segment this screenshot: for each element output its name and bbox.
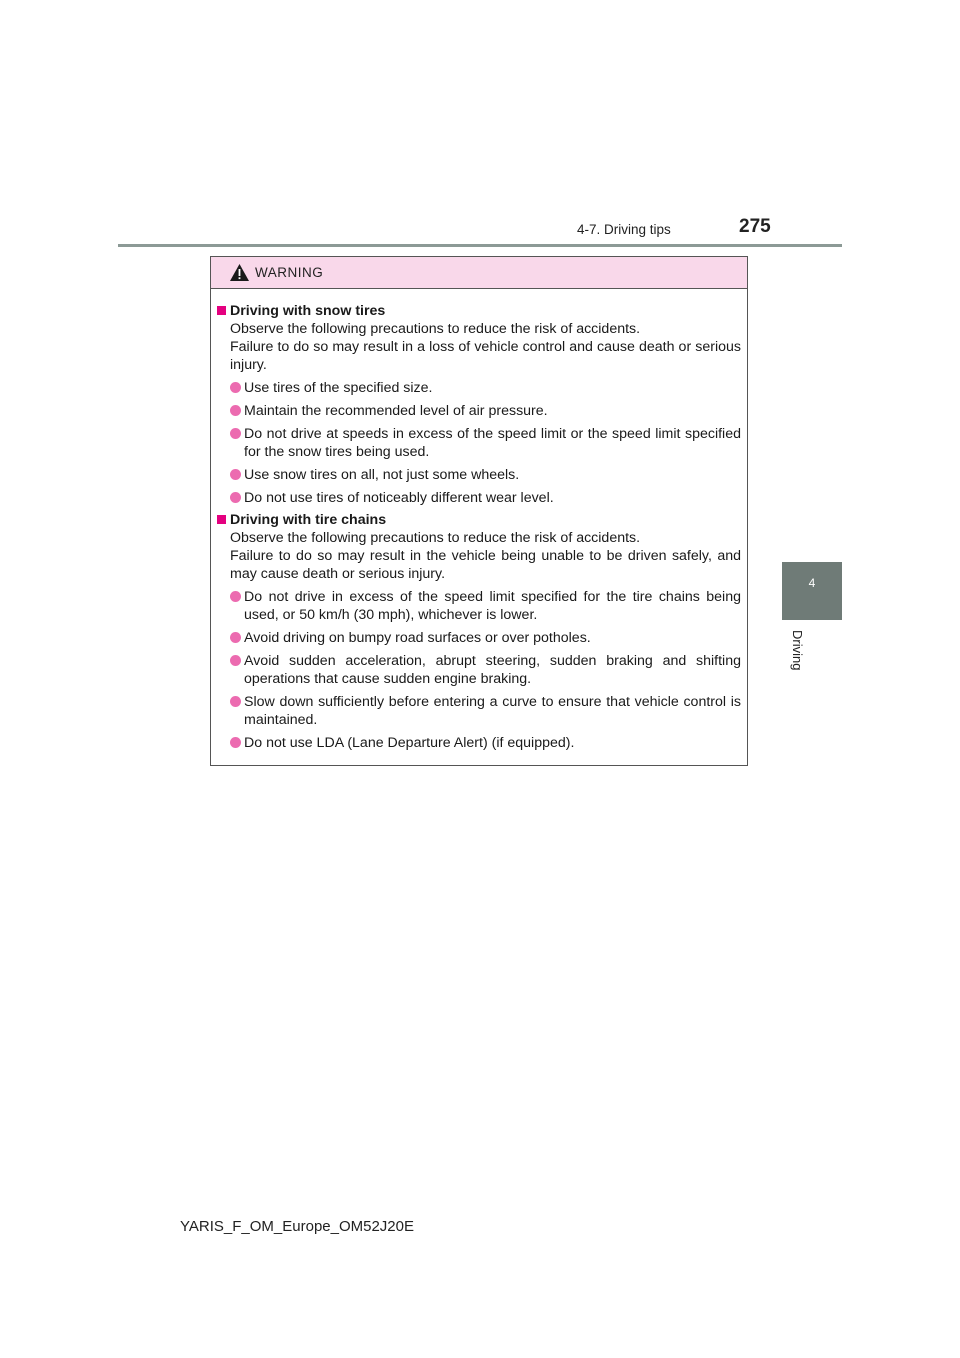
section-paragraph: Observe the following precautions to reduce the risk of accidents. (230, 530, 641, 546)
bullet-text: Do not drive in excess of the speed limit specified for the tire chains being used, or 50 km/h (30 mph), whichever is lower. (244, 589, 741, 623)
circle-bullet-icon (230, 737, 241, 748)
section-title-text: Driving with tire chains (230, 512, 387, 528)
bullet-text: Do not drive at speeds in excess of the speed limit or the speed limit specified for the snow tires being used. (244, 426, 741, 460)
page-number: 275 (739, 216, 771, 237)
bullet-item (217, 588, 741, 624)
warning-section (217, 511, 741, 752)
warning-body (211, 289, 747, 752)
circle-bullet-icon (230, 382, 241, 393)
circle-bullet-icon (230, 405, 241, 416)
bullet-item (217, 402, 741, 420)
bullet-item (217, 425, 741, 461)
bullet-text: Use snow tires on all, not just some wheels. (244, 467, 520, 483)
bullet-text: Do not use LDA (Lane Departure Alert) (if equipped). (244, 735, 575, 751)
bullet-text: Slow down sufficiently before entering a curve to ensure that vehicle control is maintained. (244, 694, 741, 728)
chapter-tab-label: Driving (790, 630, 805, 671)
section-paragraph: Failure to do so may result in the vehicle being unable to be driven safely, and may cause death or serious injury. (230, 548, 741, 582)
bullet-text: Maintain the recommended level of air pressure. (244, 403, 548, 419)
header-section: 4-7. Driving tips (577, 222, 671, 237)
section-title (217, 511, 741, 529)
bullet-item (217, 466, 741, 484)
warning-triangle-icon (229, 263, 250, 282)
section-paragraph: Observe the following precautions to reduce the risk of accidents. (230, 321, 641, 337)
bullet-item (217, 489, 741, 507)
bullet-item (217, 629, 741, 647)
section-title-text: Driving with snow tires (230, 303, 386, 319)
square-bullet-icon (217, 306, 226, 315)
chapter-tab-number: 4 (808, 576, 816, 590)
square-bullet-icon (217, 515, 226, 524)
bullet-item (217, 693, 741, 729)
bullet-item (217, 652, 741, 688)
circle-bullet-icon (230, 428, 241, 439)
circle-bullet-icon (230, 655, 241, 666)
footer-document-code: YARIS_F_OM_Europe_OM52J20E (180, 1218, 415, 1235)
header-rule (118, 244, 842, 247)
circle-bullet-icon (230, 696, 241, 707)
section-paragraph: Failure to do so may result in a loss of vehicle control and cause death or serious injury. (230, 339, 741, 373)
circle-bullet-icon (230, 469, 241, 480)
bullet-text: Do not use tires of noticeably different wear level. (244, 490, 554, 506)
warning-header (211, 257, 747, 289)
section-title (217, 302, 741, 320)
warning-section (217, 302, 741, 507)
bullet-item (217, 379, 741, 397)
circle-bullet-icon (230, 492, 241, 503)
circle-bullet-icon (230, 591, 241, 602)
bullet-item (217, 734, 741, 752)
bullet-text: Avoid sudden acceleration, abrupt steering, sudden braking and shifting operations that cause sudden engine braking. (244, 653, 741, 687)
circle-bullet-icon (230, 632, 241, 643)
warning-box (210, 256, 748, 766)
warning-title: WARNING (255, 265, 324, 280)
chapter-tab[interactable] (782, 562, 842, 620)
bullet-text: Use tires of the specified size. (244, 380, 433, 396)
bullet-text: Avoid driving on bumpy road surfaces or over potholes. (244, 630, 591, 646)
